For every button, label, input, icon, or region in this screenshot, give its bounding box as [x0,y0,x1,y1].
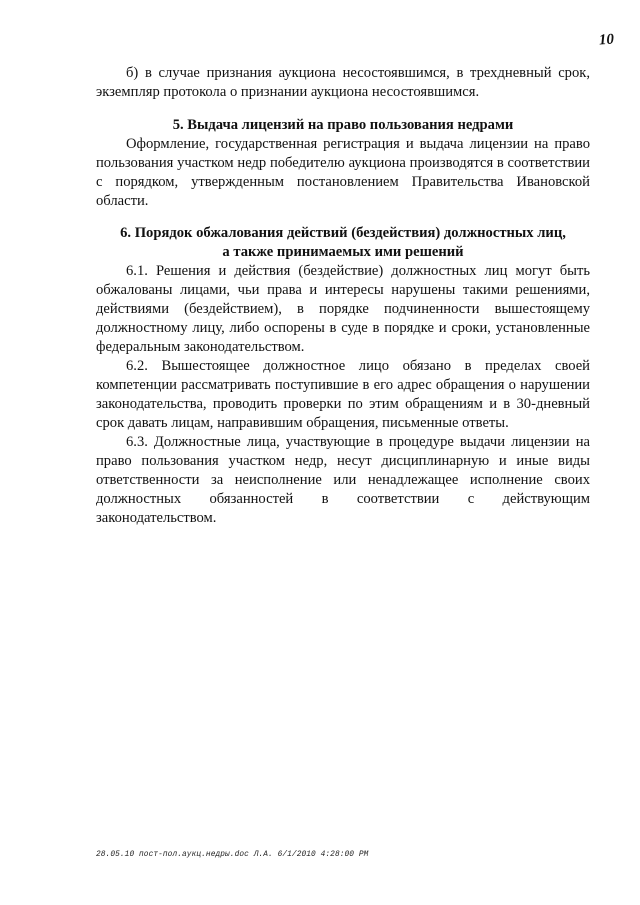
file-footer: 28.05.10 пост-пол.аукц.недры.doc Л.А. 6/1/2010 4:28:00 PM [96,851,369,859]
section-6-paragraph-1: 6.1. Решения и действия (бездействие) должностных лиц могут быть обжалованы лицами, чьи права и интересы нарушены такими решениями, действиями (бездействием), в порядке подчиненности вышестоящему должностному лицу, либо оспорены в суде в порядке и сроки, установленные федеральным законодательством. [96,263,590,355]
section-6-paragraph-3: 6.3. Должностные лица, участвующие в процедуре выдачи лицензии на право пользования участком недр, несут дисциплинарную и иные виды ответственности за неисполнение или ненадлежащее исполнение своих должностных обязанностей в соответствии с действующим законодательством. [96,434,590,526]
section-5-heading: 5. Выдача лицензий на право пользования недрами [172,117,514,133]
intro-paragraph: б) в случае признания аукциона несостоявшимся, в трехдневный срок, экземпляр протокола о признании аукциона несостоявшимся. [96,65,590,100]
document-body [96,64,590,528]
page-number: 10 [598,31,615,49]
section-6-paragraph-2: 6.2. Вышестоящее должностное лицо обязано в пределах своей компетенции рассматривать поступившие в его адрес обращения о нарушении законодательства, проводить проверки по этим обращениям и в 30-дневный срок давать лицам, направившим обращения, письменные ответы. [96,358,590,431]
section-6-heading-line-1: 6. Порядок обжалования действий (бездействия) должностных лиц, [120,225,566,241]
section-6-heading-line-2: а также принимаемых ими решений [222,244,464,260]
section-5-paragraph: Оформление, государственная регистрация и выдача лицензии на право пользования участком недр победителю аукциона производятся в соответствии с порядком, утвержденным постановлением Правительства Ивановской области. [96,136,590,209]
